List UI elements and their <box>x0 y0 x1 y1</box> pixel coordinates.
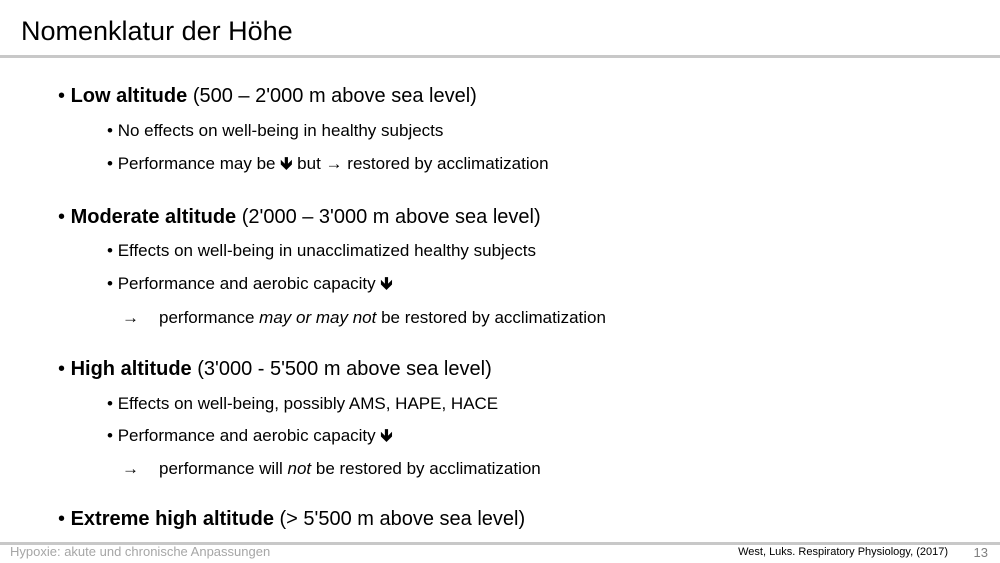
sub-bullet-text: Effects on well-being, possibly AMS, HAPE, HACE <box>117 394 499 413</box>
bullet: • <box>58 85 66 107</box>
bullet: • <box>107 241 113 260</box>
sub-bullet <box>107 425 393 447</box>
arrow-down-icon: 🡻 <box>380 274 393 294</box>
bullet: • <box>107 154 113 173</box>
section-range: (3'000 - 5'500 m above sea level) <box>197 358 492 380</box>
footer-reference: West, Luks. Respiratory Physiology, (2017) <box>738 546 948 558</box>
arrow-down-icon: 🡻 <box>280 154 293 174</box>
consequence-text: performance will <box>159 459 283 478</box>
sub-bullet <box>107 393 498 415</box>
section-heading: Moderate altitude <box>70 206 237 228</box>
sub-bullet-text: but <box>297 154 321 173</box>
arrow-down-icon: 🡻 <box>380 426 393 446</box>
sub-bullet-text: Effects on well-being in unacclimatized healthy subjects <box>117 241 536 260</box>
consequence-text: performance <box>159 308 255 327</box>
section-heading: Low altitude <box>70 85 188 107</box>
sub-bullet <box>107 240 536 262</box>
arrow-right-icon: → <box>122 308 139 327</box>
sub-bullet-text: Performance and aerobic capacity <box>117 274 376 293</box>
bullet: • <box>107 426 113 445</box>
section-range: (500 – 2'000 m above sea level) <box>192 85 477 107</box>
section-moderate-altitude <box>58 205 541 229</box>
bullet: • <box>107 394 113 413</box>
arrow-right-icon: → <box>325 154 343 173</box>
title-divider <box>0 55 1000 58</box>
section-high-altitude <box>58 357 492 381</box>
sub-bullet-text: Performance may be <box>117 154 276 173</box>
bullet: • <box>58 508 66 530</box>
sub-bullet <box>107 273 393 295</box>
consequence-emphasis: may or may not <box>259 308 377 327</box>
bullet: • <box>58 358 66 380</box>
bullet: • <box>58 206 66 228</box>
bullet: • <box>107 121 113 140</box>
slide-title: Nomenklatur der Höhe <box>21 16 293 46</box>
section-range: (> 5'500 m above sea level) <box>279 508 526 530</box>
consequence-emphasis: not <box>287 459 312 478</box>
section-heading: High altitude <box>70 358 192 380</box>
consequence-line <box>122 458 541 480</box>
section-heading: Extreme high altitude <box>70 508 274 530</box>
consequence-line <box>122 307 606 329</box>
sub-bullet-text: Performance and aerobic capacity <box>117 426 376 445</box>
consequence-text: be restored by acclimatization <box>381 308 606 327</box>
page-number: 13 <box>973 545 988 560</box>
arrow-right-icon: → <box>122 459 139 478</box>
section-low-altitude <box>58 84 477 108</box>
section-range: (2'000 – 3'000 m above sea level) <box>241 206 541 228</box>
bullet: • <box>107 274 113 293</box>
sub-bullet <box>107 120 443 142</box>
sub-bullet-text: restored by acclimatization <box>347 154 549 173</box>
footer-topic: Hypoxie: akute und chronische Anpassungen <box>10 544 271 559</box>
sub-bullet <box>107 153 549 175</box>
section-extreme-high-altitude <box>58 507 525 531</box>
sub-bullet-text: No effects on well-being in healthy subjects <box>117 121 444 140</box>
consequence-text: be restored by acclimatization <box>315 459 541 478</box>
